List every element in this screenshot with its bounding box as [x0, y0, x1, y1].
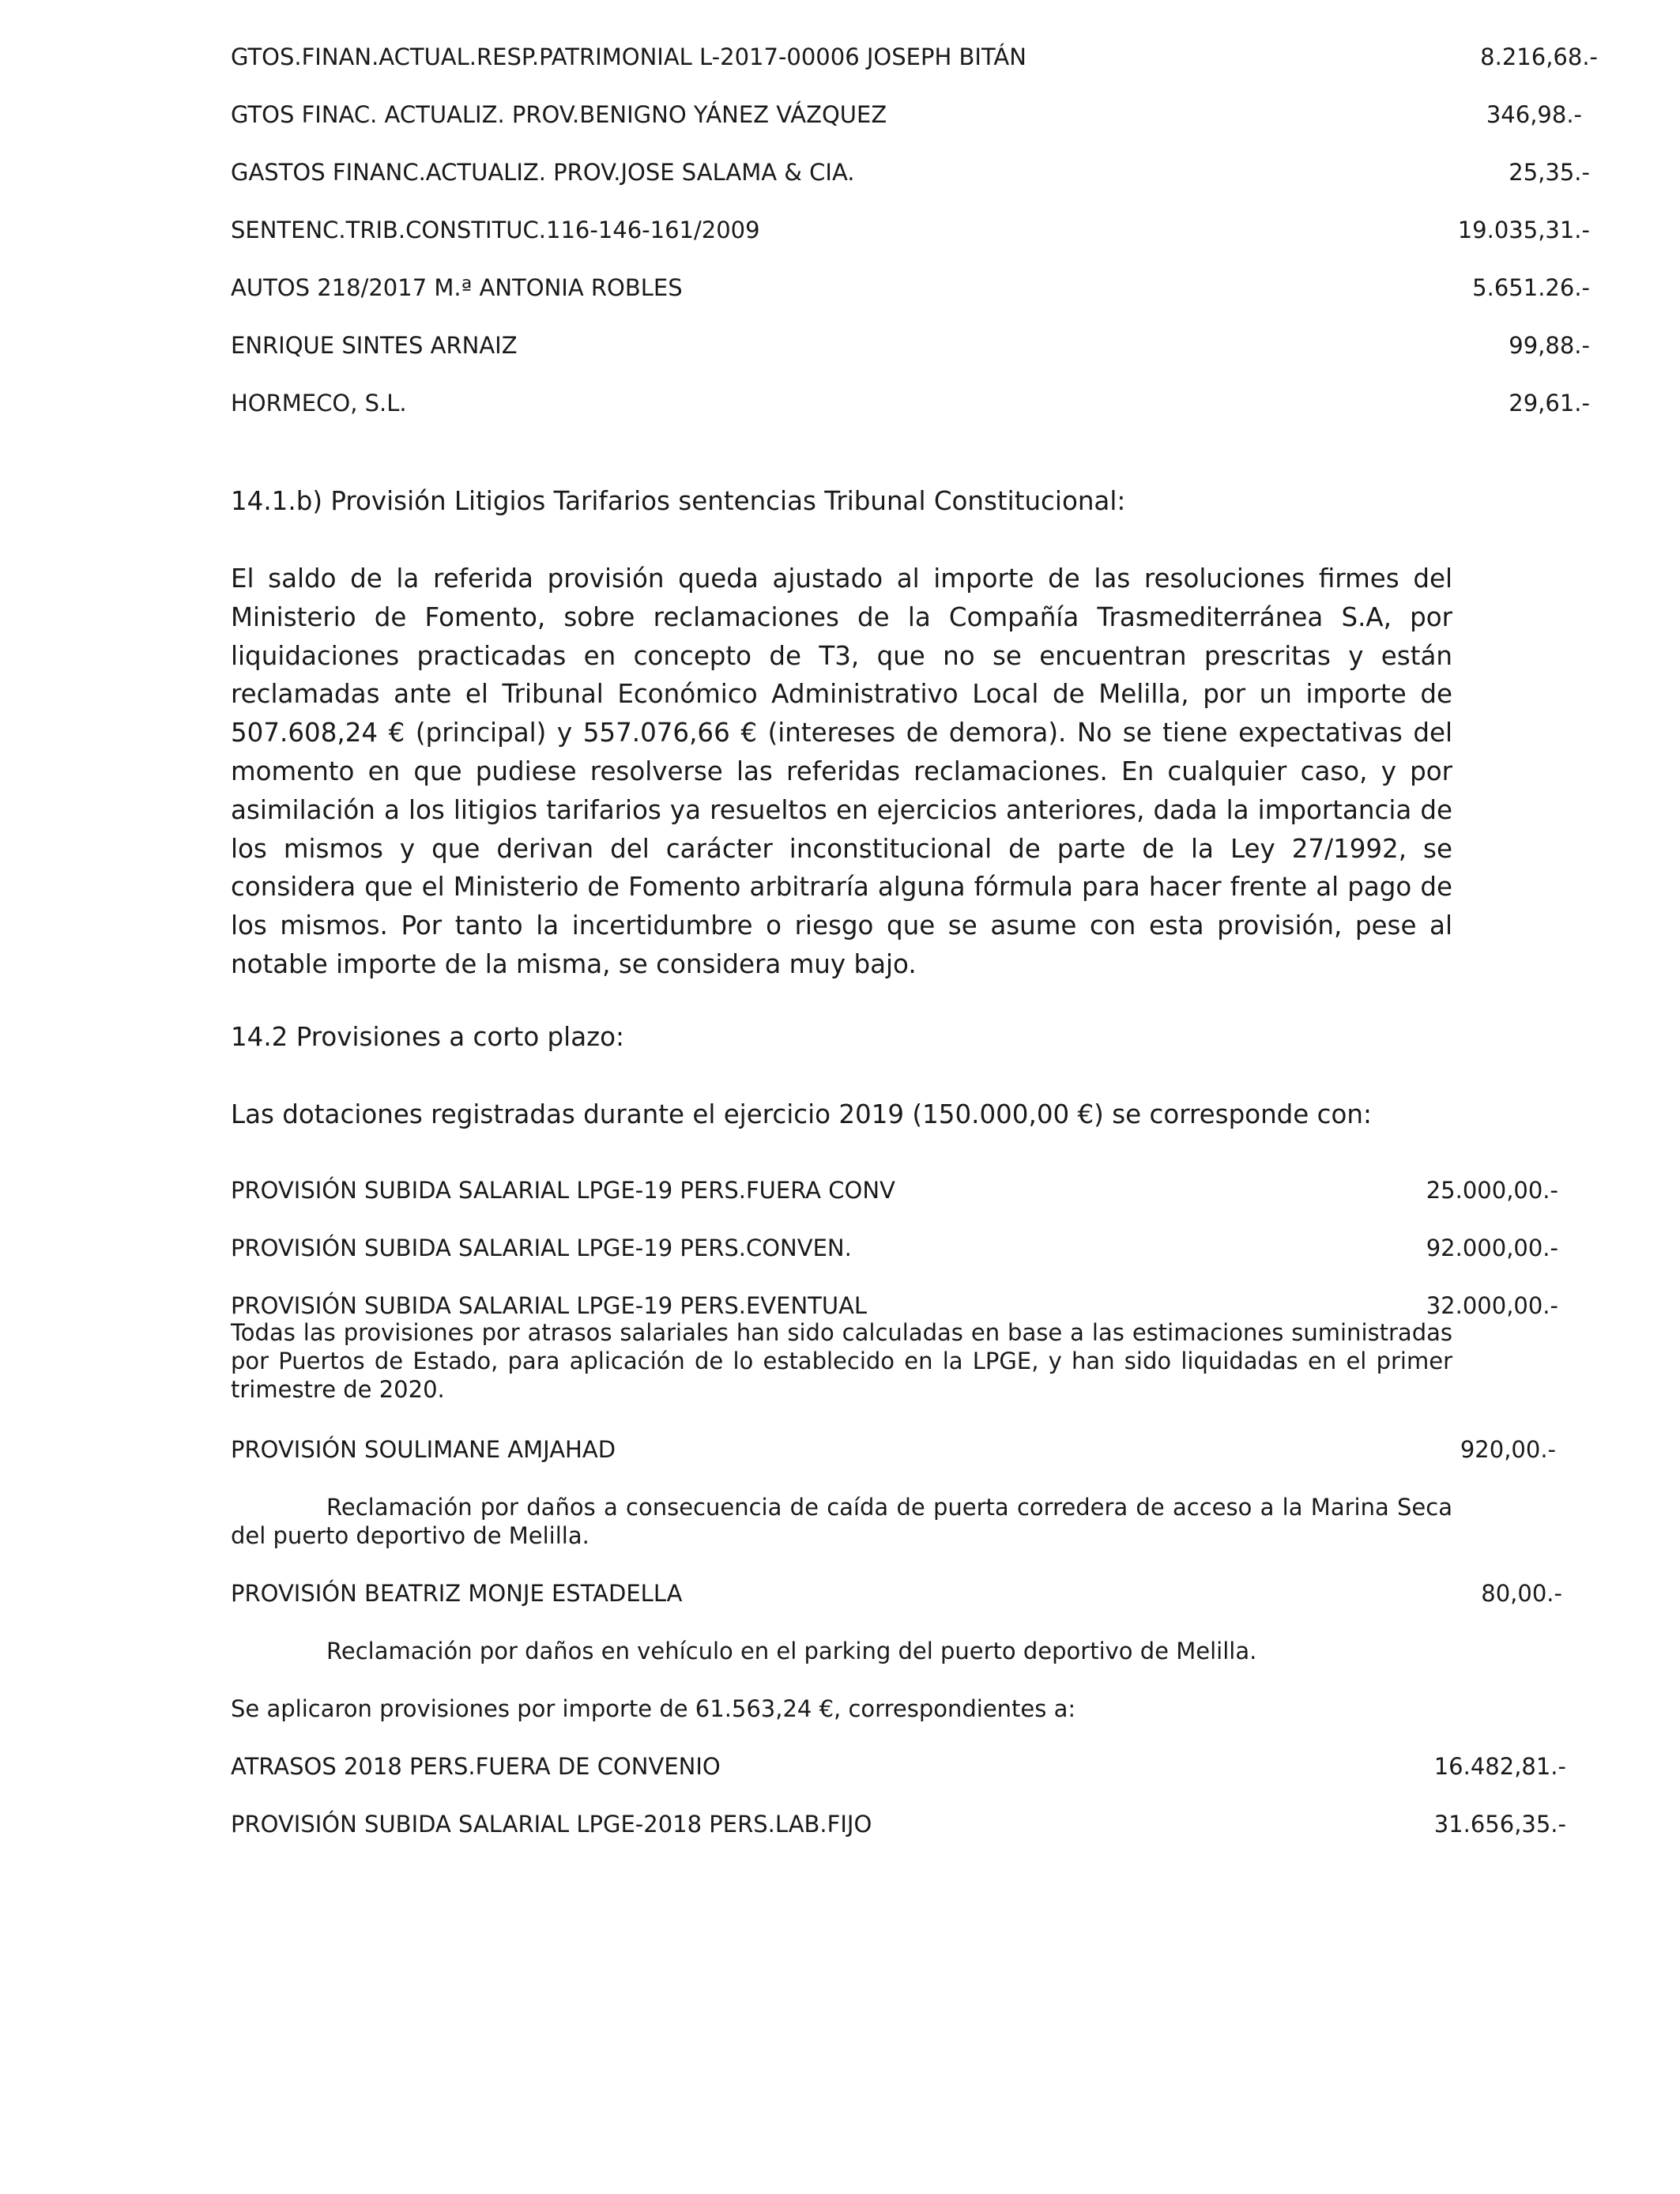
entry-label: PROVISIÓN SOULIMANE AMJAHAD [231, 1436, 616, 1463]
section-heading-14-1-b: 14.1.b) Provisión Litigios Tarifarios sentencias Tribunal Constitucional: [231, 486, 1126, 516]
entry-amount: 8.216,68.- [1480, 43, 1598, 70]
entry-label: PROVISIÓN SUBIDA SALARIAL LPGE-19 PERS.CONVEN. [231, 1235, 852, 1261]
soulimane-note: Reclamación por daños a consecuencia de caída de puerta corredera de acceso a la Marina Seca del puerto deportivo de Melilla. [231, 1494, 1452, 1549]
entry-amount: 19.035,31.- [1457, 217, 1590, 243]
entry-label: PROVISIÓN SUBIDA SALARIAL LPGE-19 PERS.EVENTUAL [231, 1292, 868, 1319]
entry-amount: 25.000,00.- [1426, 1177, 1558, 1204]
salary-note: Todas las provisiones por atrasos salariales han sido calculadas en base a las estimaciones suministradas por Puertos de Estado, para aplicación de lo establecido en la LPGE, y han sido liquidadas en el primer trimestre de 2020. [231, 1319, 1452, 1403]
entry-amount: 80,00.- [1481, 1580, 1562, 1607]
section-heading-14-2: 14.2 Provisiones a corto plazo: [231, 1022, 625, 1052]
entry-label: GTOS FINAC. ACTUALIZ. PROV.BENIGNO YÁNEZ VÁZQUEZ [231, 101, 887, 128]
entry-amount: 5.651.26.- [1472, 274, 1590, 301]
entry-amount: 31.656,35.- [1433, 1811, 1566, 1838]
section-14-2-intro: Las dotaciones registradas durante el ejercicio 2019 (150.000,00 €) se corresponde con: [231, 1099, 1372, 1129]
entry-label: ATRASOS 2018 PERS.FUERA DE CONVENIO [231, 1753, 721, 1780]
entry-label: GTOS.FINAN.ACTUAL.RESP.PATRIMONIAL L-2017-00006 JOSEPH BITÁN [231, 43, 1026, 70]
entry-amount: 29,61.- [1509, 390, 1590, 417]
beatriz-note: Reclamación por daños en vehículo en el parking del puerto deportivo de Melilla. [326, 1638, 1257, 1664]
entry-label: ENRIQUE SINTES ARNAIZ [231, 332, 518, 359]
entry-amount: 16.482,81.- [1433, 1753, 1566, 1780]
entry-amount: 346,98.- [1486, 101, 1582, 128]
entry-label: PROVISIÓN BEATRIZ MONJE ESTADELLA [231, 1580, 683, 1607]
applied-intro: Se aplicaron provisiones por importe de 61.563,24 €, correspondientes a: [231, 1695, 1076, 1722]
entry-label: AUTOS 218/2017 M.ª ANTONIA ROBLES [231, 274, 683, 301]
entry-label: GASTOS FINANC.ACTUALIZ. PROV.JOSE SALAMA & CIA. [231, 159, 855, 186]
entry-amount: 92.000,00.- [1426, 1235, 1558, 1261]
entry-amount: 32.000,00.- [1426, 1292, 1558, 1319]
entry-amount: 99,88.- [1509, 332, 1590, 359]
entry-label: PROVISIÓN SUBIDA SALARIAL LPGE-2018 PERS.LAB.FIJO [231, 1811, 872, 1838]
section-14-1-b-paragraph: El saldo de la referida provisión queda ajustado al importe de las resoluciones firmes del Ministerio de Fomento, sobre reclamaciones de la Compañía Trasmediterránea S.A, por liquidaciones practicadas en concepto de T3, que no se encuentran prescritas y están reclamadas ante el Tribunal Económico Administrativo Local de Melilla, por un importe de 507.608,24 € (principal) y 557.076,66 € (intereses de demora). No se tiene expectativas del momento en que pudiese resolverse las referidas reclamaciones. En cualquier caso, y por asimilación a los litigios tarifarios ya resueltos en ejercicios anteriores, dada la importancia de los mismos y que derivan del carácter inconstitucional de parte de la Ley 27/1992, se considera que el Ministerio de Fomento arbitraría alguna fórmula para hacer frente al pago de los mismos. Por tanto la incertidumbre o riesgo que se asume con esta provisión, pese al notable importe de la misma, se considera muy bajo. [231, 564, 1452, 979]
entry-label: PROVISIÓN SUBIDA SALARIAL LPGE-19 PERS.FUERA CONV [231, 1177, 895, 1204]
entry-label: SENTENC.TRIB.CONSTITUC.116-146-161/2009 [231, 217, 760, 243]
entry-label: HORMECO, S.L. [231, 390, 407, 417]
entry-amount: 25,35.- [1509, 159, 1590, 186]
entry-amount: 920,00.- [1460, 1436, 1556, 1463]
